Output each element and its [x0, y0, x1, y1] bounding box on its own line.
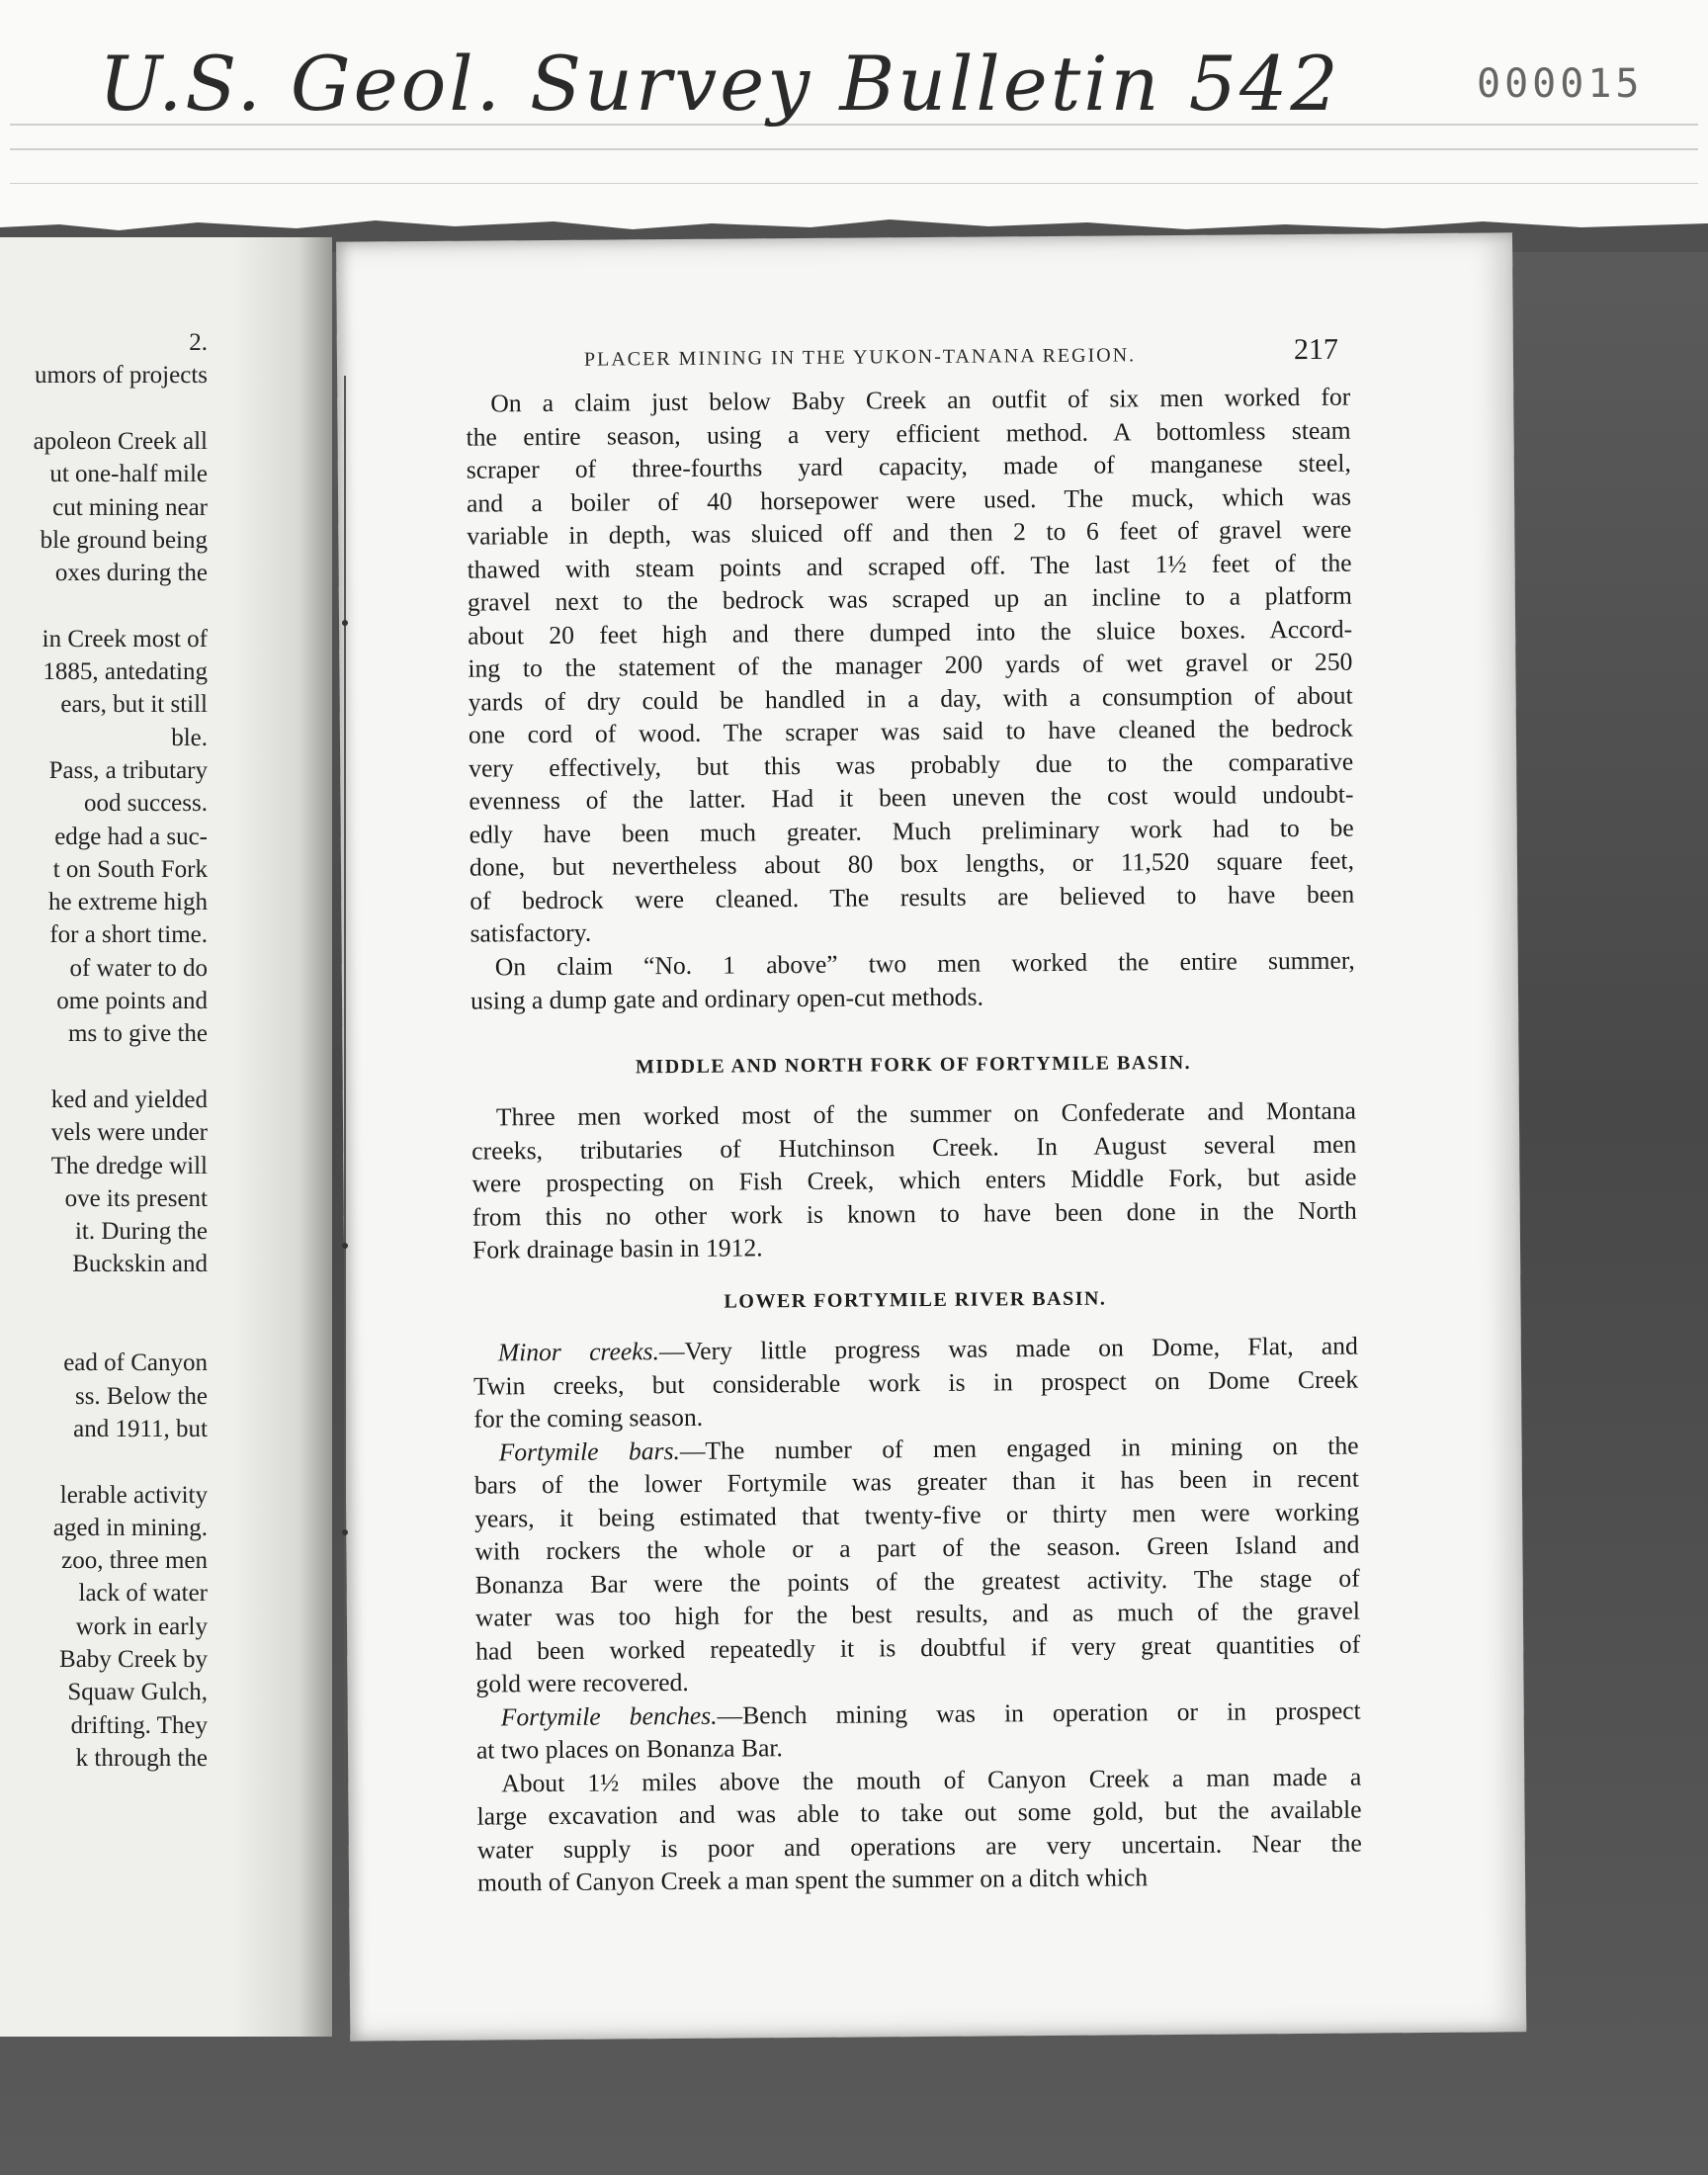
left-page [0, 237, 332, 2037]
left-page-line: ead of Canyon [63, 1349, 208, 1377]
left-page-line: k through the [75, 1744, 208, 1772]
left-page-line: oxes during the [54, 560, 208, 587]
body-text-line: evenness of the latter. Had it been uneven the cost would undoubt- [469, 779, 1354, 816]
body-text-line: Bonanza Bar were the points of the greatest activity. The stage of [474, 1563, 1360, 1600]
body-text-line [498, 1332, 1358, 1368]
running-head: PLACER MINING IN THE YUKON-TANANA REGION. [583, 344, 1137, 371]
rule-line [10, 148, 1698, 150]
body-text-line: at two places on Bonanza Bar. [475, 1733, 783, 1765]
body-text-line: very effectively, but this was probably due to the comparative [469, 746, 1354, 783]
left-page-line: ome points and [56, 988, 208, 1014]
body-text-line: Fork drainage basin in 1912. [471, 1233, 763, 1264]
stamp-number: 000015 [1477, 61, 1644, 107]
body-text-line: had been worked repeatedly it is doubtful if very great quantities of [475, 1629, 1361, 1666]
run-in-heading: Fortymile benches. [500, 1700, 718, 1731]
left-page-line: The dredge will [50, 1152, 208, 1179]
rule-line [10, 183, 1698, 184]
body-text-line: ing to the statement of the manager 200 yards of wet gravel or 250 [468, 647, 1353, 683]
body-text-line: gold were recovered. [475, 1667, 689, 1698]
body-text-line: large excavation and was able to take out some gold, but the available [476, 1794, 1362, 1831]
left-page-line: aged in mining. [52, 1514, 208, 1541]
body-text-line [499, 1431, 1359, 1467]
body-text-fragment: —Bench mining was in operation or in prospect [717, 1696, 1361, 1730]
left-page-line: he extreme high [47, 889, 208, 916]
body-text-line: of bedrock were cleaned. The results are believed to have been [470, 879, 1355, 915]
body-text-line: water was too high for the best results, and as much of the gravel [474, 1596, 1361, 1632]
body-text-line: yards of dry could be handled in a day, with a consumption of about [468, 680, 1353, 717]
body-text-line: mouth of Canyon Creek a man spent the summer on a ditch which [476, 1863, 1149, 1897]
left-page-line: of water to do [69, 954, 208, 982]
body-text-line: thawed with steam points and scraped off. The last 1½ feet of the [467, 548, 1352, 584]
left-page-line: ble. [171, 724, 208, 751]
left-page-line: t on South Fork [52, 855, 208, 883]
body-text-line: were prospecting on Fish Creek, which enters Middle Fork, but aside [471, 1162, 1357, 1198]
left-page-line: ms to give the [68, 1020, 208, 1048]
body-text-line: from this no other work is known to have been done in the North [471, 1195, 1357, 1232]
body-text-line: On a claim just below Baby Creek an outfit of six men worked for [490, 382, 1351, 418]
body-text-line: one cord of wood. The scraper was said to have cleaned the bedrock [468, 713, 1354, 749]
body-text-line: On claim “No. 1 above” two men worked the entire summer, [494, 945, 1355, 982]
page-number: 217 [1293, 332, 1339, 367]
body-text-line: Three men worked most of the summer on Confederate and Montana [495, 1095, 1357, 1132]
left-page-line: ut one-half mile [49, 461, 208, 488]
left-page-line: zoo, three men [61, 1547, 208, 1575]
left-page-line: work in early [75, 1612, 208, 1640]
left-page-line: ove its present [64, 1184, 208, 1212]
left-page-line: ears, but it still [60, 691, 208, 719]
header-strip [0, 0, 1708, 232]
left-page-line: apoleon Creek all [33, 427, 208, 455]
left-page-line: Pass, a tributary [48, 756, 208, 784]
body-text-line: and a boiler of 40 horsepower were used. The muck, which was [466, 481, 1352, 518]
body-text-line: using a dump gate and ordinary open-cut methods. [470, 982, 984, 1015]
section-heading: LOWER FORTYMILE RIVER BASIN. [724, 1287, 1107, 1313]
left-page-line: in Creek most of [42, 625, 208, 652]
left-page-line: Squaw Gulch, [67, 1679, 208, 1706]
body-text-line: variable in depth, was sluiced off and then 2 to 6 feet of gravel were [467, 514, 1352, 551]
left-page-line: ked and yielded [50, 1086, 208, 1113]
left-page-line: lerable activity [59, 1481, 208, 1509]
left-page-line: Buckskin and [72, 1251, 208, 1278]
body-text-line: edly have been much greater. Much preliminary work had to be [469, 813, 1354, 849]
left-page-line: ss. Below the [74, 1382, 208, 1410]
body-text-line: scraper of three-fourths yard capacity, made of manganese steel, [466, 448, 1351, 484]
run-in-heading: Fortymile bars. [498, 1436, 680, 1466]
run-in-heading: Minor creeks. [497, 1337, 660, 1367]
left-page-line: and 1911, but [73, 1415, 208, 1442]
body-text-line: Twin creeks, but considerable work is in prospect on Dome Creek [472, 1364, 1359, 1401]
body-text-line: the entire season, using a very efficient method. A bottomless steam [466, 415, 1351, 452]
left-page-line: umors of projects [35, 362, 208, 390]
body-text-line: with rockers the whole or a part of the season. Green Island and [474, 1529, 1360, 1566]
left-page-line: vels were under [50, 1119, 208, 1147]
section-heading: MIDDLE AND NORTH FORK OF FORTYMILE BASIN. [635, 1051, 1192, 1079]
body-text-line [501, 1696, 1361, 1732]
body-text-fragment: —The number of men engaged in mining on the [679, 1431, 1359, 1465]
left-page-line: 1885, antedating [43, 658, 208, 685]
body-text-line: bars of the lower Fortymile was greater than it has been in recent [473, 1463, 1359, 1500]
body-text-line: years, it being estimated that twenty-five or thirty men were working [474, 1497, 1360, 1533]
right-page [336, 232, 1526, 2041]
left-page-line: lack of water [78, 1580, 208, 1608]
body-text-line: About 1½ miles above the mouth of Canyon Creek a man made a [501, 1762, 1362, 1797]
body-text-line: done, but nevertheless about 80 box lengths, or 11,520 square feet, [469, 845, 1355, 882]
left-page-line: drifting. They [70, 1711, 208, 1739]
left-page-line: it. During the [74, 1218, 208, 1246]
binding-thread [342, 376, 348, 1958]
body-text-line: water supply is poor and operations are very uncertain. Near the [476, 1828, 1362, 1865]
body-text-line: satisfactory. [470, 917, 592, 948]
left-page-line: for a short time. [49, 921, 208, 949]
handwritten-title: U.S. Geol. Survey Bulletin 542 [99, 40, 1341, 128]
body-text-line: creeks, tributaries of Hutchinson Creek. In August several men [471, 1129, 1357, 1166]
body-text-fragment: —Very little progress was made on Dome, Flat, and [658, 1331, 1358, 1366]
left-page-line: 2. [189, 329, 208, 356]
left-page-line: ood success. [84, 790, 208, 818]
body-text-line: about 20 feet high and there dumped into the sluice boxes. Accord- [468, 614, 1353, 651]
body-text-line: for the coming season. [473, 1402, 704, 1434]
left-page-line: ble ground being [40, 526, 208, 554]
left-page-line: cut mining near [52, 493, 208, 521]
body-text-line: gravel next to the bedrock was scraped up an incline to a platform [467, 580, 1352, 617]
left-page-line: Baby Creek by [59, 1646, 208, 1673]
left-page-line: edge had a suc- [54, 823, 208, 850]
